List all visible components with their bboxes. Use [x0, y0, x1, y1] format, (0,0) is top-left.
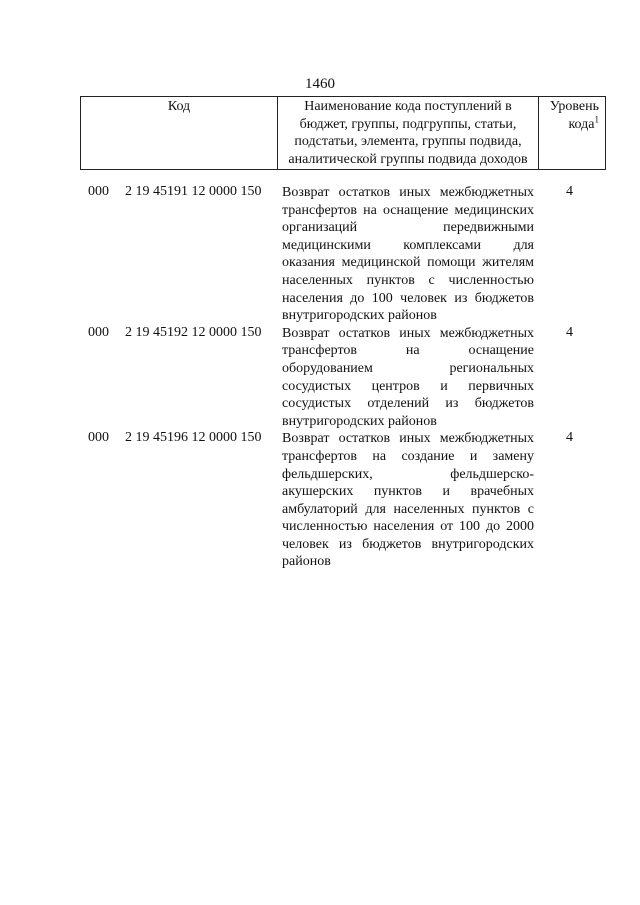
row-name-line: сосудистых отделений из бюджетов — [282, 396, 534, 412]
header-name-line: Наименование кода поступлений в — [304, 99, 512, 114]
row-name-line: Возврат остатков иных межбюджетных — [282, 185, 534, 200]
row-name-line: оборудованием региональных — [282, 360, 534, 376]
header-name — [278, 97, 539, 170]
page-number: 1460 — [305, 76, 335, 92]
row-name — [282, 184, 534, 325]
row-name-line: трансфертов на оснащение медицинских — [282, 202, 534, 218]
row-name-line: сосудистых центров и первичных — [282, 378, 534, 394]
table-header — [80, 96, 606, 170]
row-name-line: трансфертов на оснащение — [282, 343, 534, 359]
row-name-line: медицинскими комплексами для — [282, 237, 534, 253]
row-name-line: организаций передвижными — [282, 220, 534, 236]
table-row — [88, 325, 588, 431]
table-row — [88, 184, 588, 325]
row-name-line: Возврат остатков иных межбюджетных — [282, 325, 534, 341]
header-name-line: подстатьи, элемента, группы подвида, — [294, 134, 522, 149]
row-name-line: районов — [282, 554, 331, 570]
row-name-line: населенных пунктов с численностью — [282, 272, 534, 288]
row-name-line: человек из бюджетов внутригородских — [282, 536, 534, 552]
row-name — [282, 430, 534, 571]
row-name-line: населения до 100 человек из бюджетов — [282, 290, 534, 306]
row-name-line: внутригородских районов — [282, 308, 437, 324]
row-prefix: 000 — [88, 324, 109, 340]
row-name-line: Возврат остатков иных межбюджетных — [282, 431, 534, 447]
row-level: 4 — [566, 324, 573, 340]
header-level — [539, 97, 606, 170]
row-prefix: 000 — [88, 430, 109, 446]
row-prefix: 000 — [88, 184, 109, 199]
table-body — [88, 184, 588, 571]
row-name-line: внутригородских районов — [282, 413, 437, 429]
header-level-line2: кода — [568, 116, 595, 132]
header-name-line: бюджет, группы, подгруппы, статьи, — [299, 116, 517, 132]
row-name-line: трансфертов на создание и замену — [282, 448, 534, 464]
row-code: 2 19 45191 12 0000 150 — [125, 184, 262, 199]
row-code: 2 19 45196 12 0000 150 — [125, 430, 262, 446]
footnote-marker: 1 — [594, 113, 599, 124]
row-name-line: численностью населения от 100 до 2000 — [282, 519, 534, 535]
row-name-line: амбулаторий для населенных пунктов с — [282, 501, 534, 517]
row-level: 4 — [566, 430, 573, 446]
row-name-line: фельдшерских, фельдшерско- — [282, 466, 534, 482]
row-name-line: акушерских пунктов и врачебных — [282, 484, 534, 500]
table-row — [88, 430, 588, 571]
row-code: 2 19 45192 12 0000 150 — [125, 324, 262, 340]
header-code: Код — [81, 97, 278, 170]
row-name-line: оказания медицинской помощи жителям — [282, 255, 534, 271]
header-name-line: аналитической группы подвида доходов — [288, 151, 528, 167]
header-level-line1: Уровень — [549, 99, 599, 114]
row-level: 4 — [566, 184, 573, 199]
row-name — [282, 325, 534, 431]
